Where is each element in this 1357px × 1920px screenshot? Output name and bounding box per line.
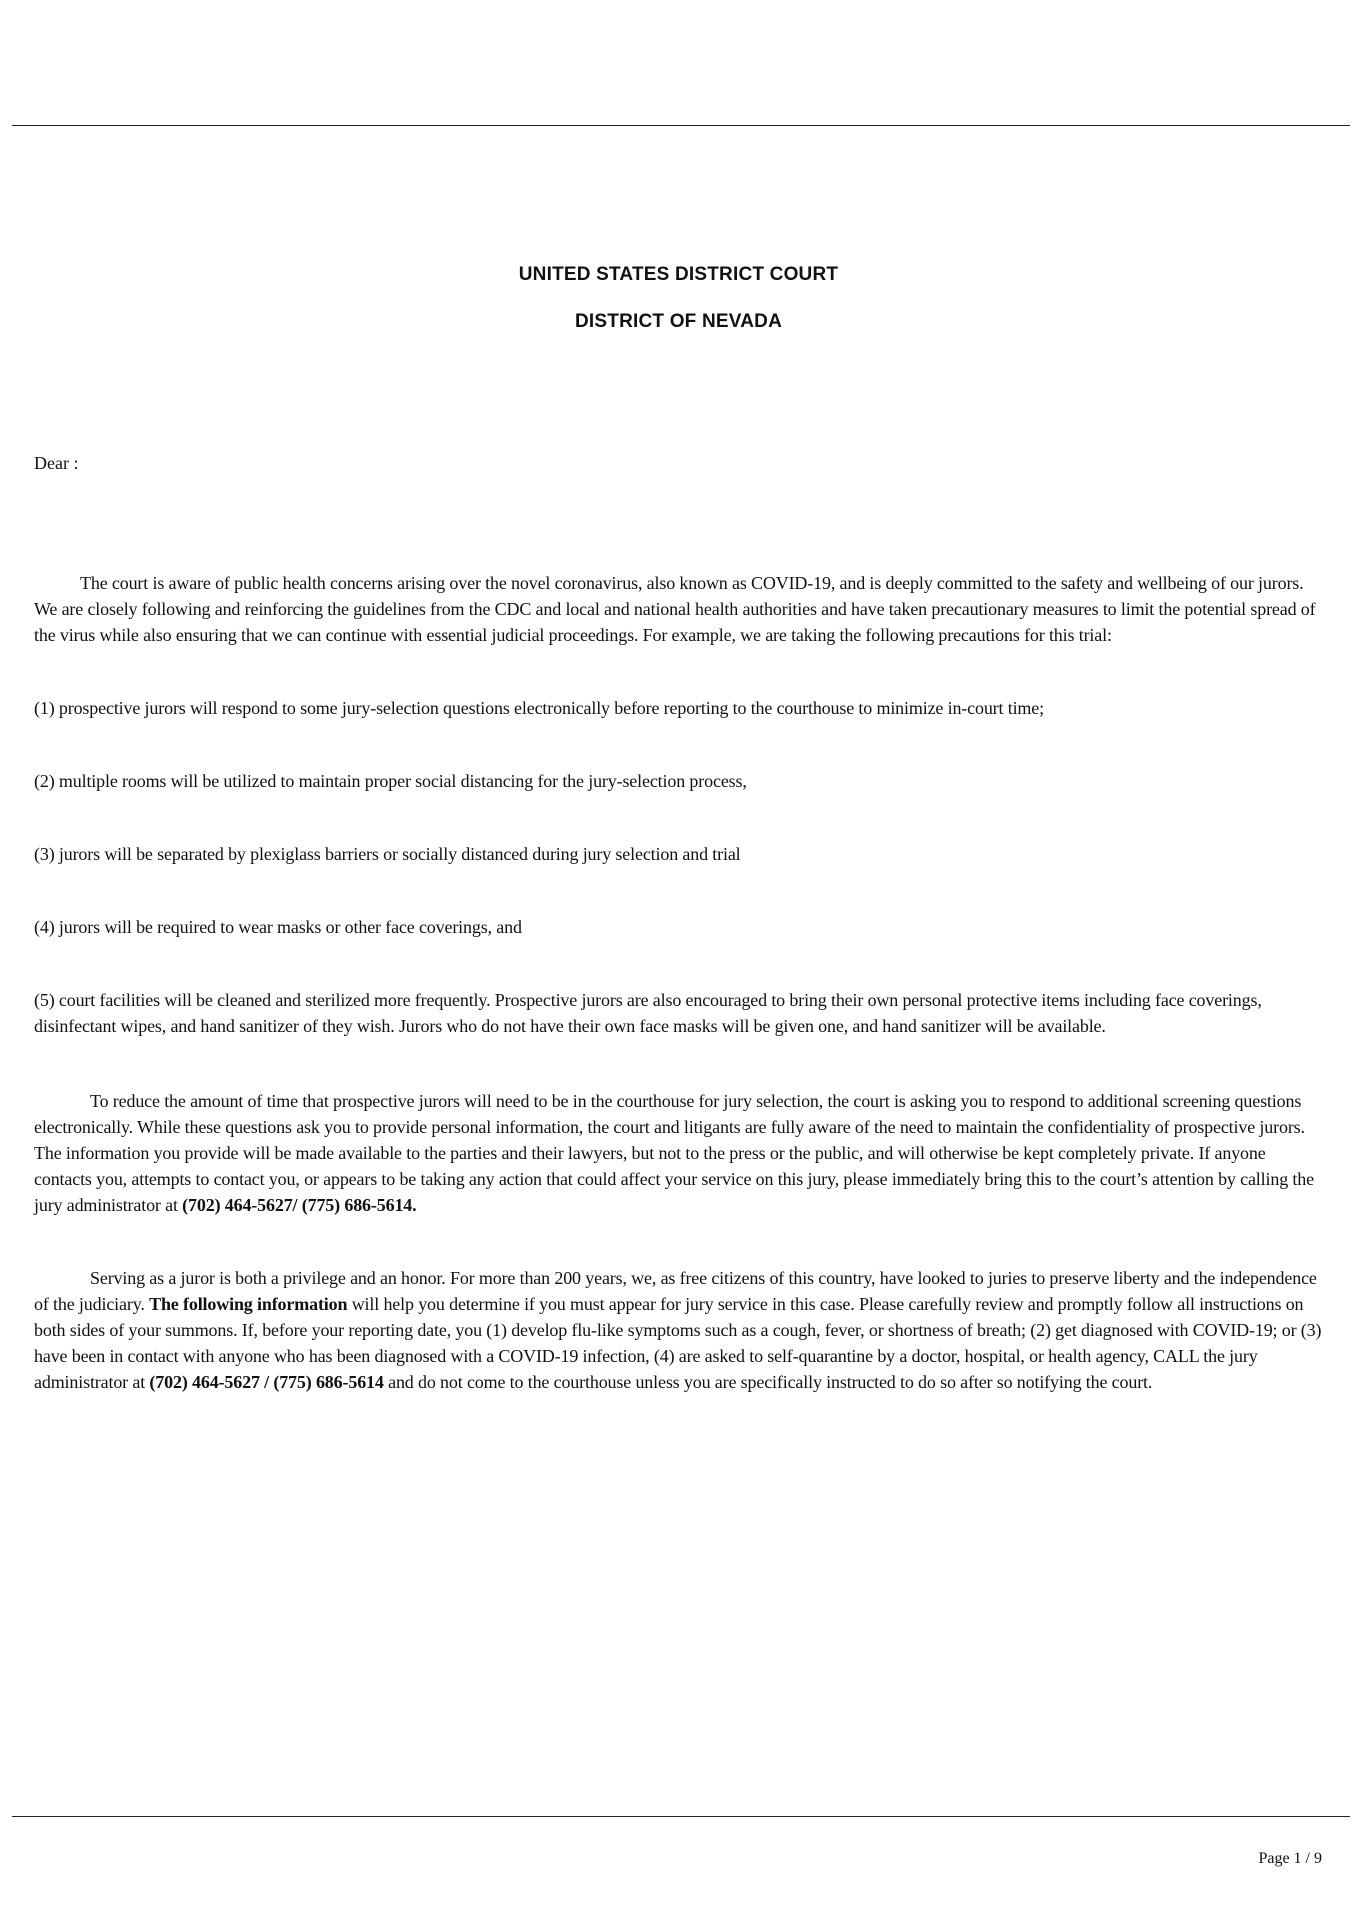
court-name-heading: UNITED STATES DISTRICT COURT <box>518 264 839 285</box>
page-number: Page 1 / 9 <box>1258 1850 1322 1867</box>
serving-paragraph <box>34 1265 1324 1395</box>
header-divider <box>12 125 1350 126</box>
precaution-item-1: (1) prospective jurors will respond to some jury-selection questions electronically before reporting to the courthouse to minimize in-court time; <box>34 698 1044 718</box>
precaution-item-3: (3) jurors will be separated by plexiglass barriers or socially distanced during jury selection and trial <box>34 844 741 864</box>
footer-divider <box>12 1816 1350 1817</box>
serving-text-end: and do not come to the courthouse unless you are specifically instructed to do so after so notifying the court. <box>383 1372 1153 1392</box>
salutation: Dear : <box>34 453 79 473</box>
district-heading: DISTRICT OF NEVADA <box>575 311 782 332</box>
screening-text: To reduce the amount of time that prospective jurors will need to be in the courthouse for jury selection, the court is asking you to respond to additional screening questions electronically. While these questions ask you to provide personal information, the court and litigants are fully aware of the need to maintain the confidentiality of prospective jurors. The information you provide will be made available to the parties and their lawyers, but not to the press or the public, and will otherwise be kept completely private. If anyone contacts you, attempts to contact you, or appears to be taking any action that could affect your service on this jury, please immediately bring this to the court’s attention by calling the jury administrator at <box>34 1091 1314 1215</box>
following-information-emphasis: The following information <box>149 1294 348 1314</box>
serving-phone-numbers: (702) 464-5627 / (775) 686-5614 <box>149 1372 384 1392</box>
precaution-item-5: (5) court facilities will be cleaned and sterilized more frequently. Prospective jurors are also encouraged to bring their own personal protective items including face coverings, disinfectant wipes, and hand sanitizer of they wish. Jurors who do not have their own face masks will be given one, and hand sanitizer will be available. <box>34 990 1262 1036</box>
screening-paragraph <box>34 1088 1324 1218</box>
serving-text-start: Serving as a juror is both a privilege and an honor. For more than 200 years, we, as free citizens of this country, have looked to juries to preserve liberty and the independence of the judiciary. <box>34 1268 1317 1314</box>
screening-phone-numbers: (702) 464-5627/ (775) 686-5614. <box>182 1195 417 1215</box>
intro-paragraph: The court is aware of public health concerns arising over the novel coronavirus, also known as COVID-19, and is deeply committed to the safety and wellbeing of our jurors. We are closely following and reinforcing the guidelines from the CDC and local and national health authorities and have taken precautionary measures to limit the potential spread of the virus while also ensuring that we can continue with essential judicial proceedings. For example, we are taking the following precautions for this trial: <box>34 573 1316 645</box>
serving-text-middle: will help you determine if you must appear for jury service in this case. Please carefully review and promptly follow all instructions on both sides of your summons. If, before your reporting date, you (1) develop flu-like symptoms such as a cough, fever, or shortness of breath; (2) get diagnosed with COVID-19; or (3) have been in contact with anyone who has been diagnosed with a COVID-19 infection, (4) are asked to self-quarantine by a doctor, hospital, or health agency, CALL the jury administrator at <box>34 1294 1322 1392</box>
precaution-item-2: (2) multiple rooms will be utilized to maintain proper social distancing for the jury-selection process, <box>34 771 747 791</box>
precaution-item-4: (4) jurors will be required to wear masks or other face coverings, and <box>34 917 522 937</box>
